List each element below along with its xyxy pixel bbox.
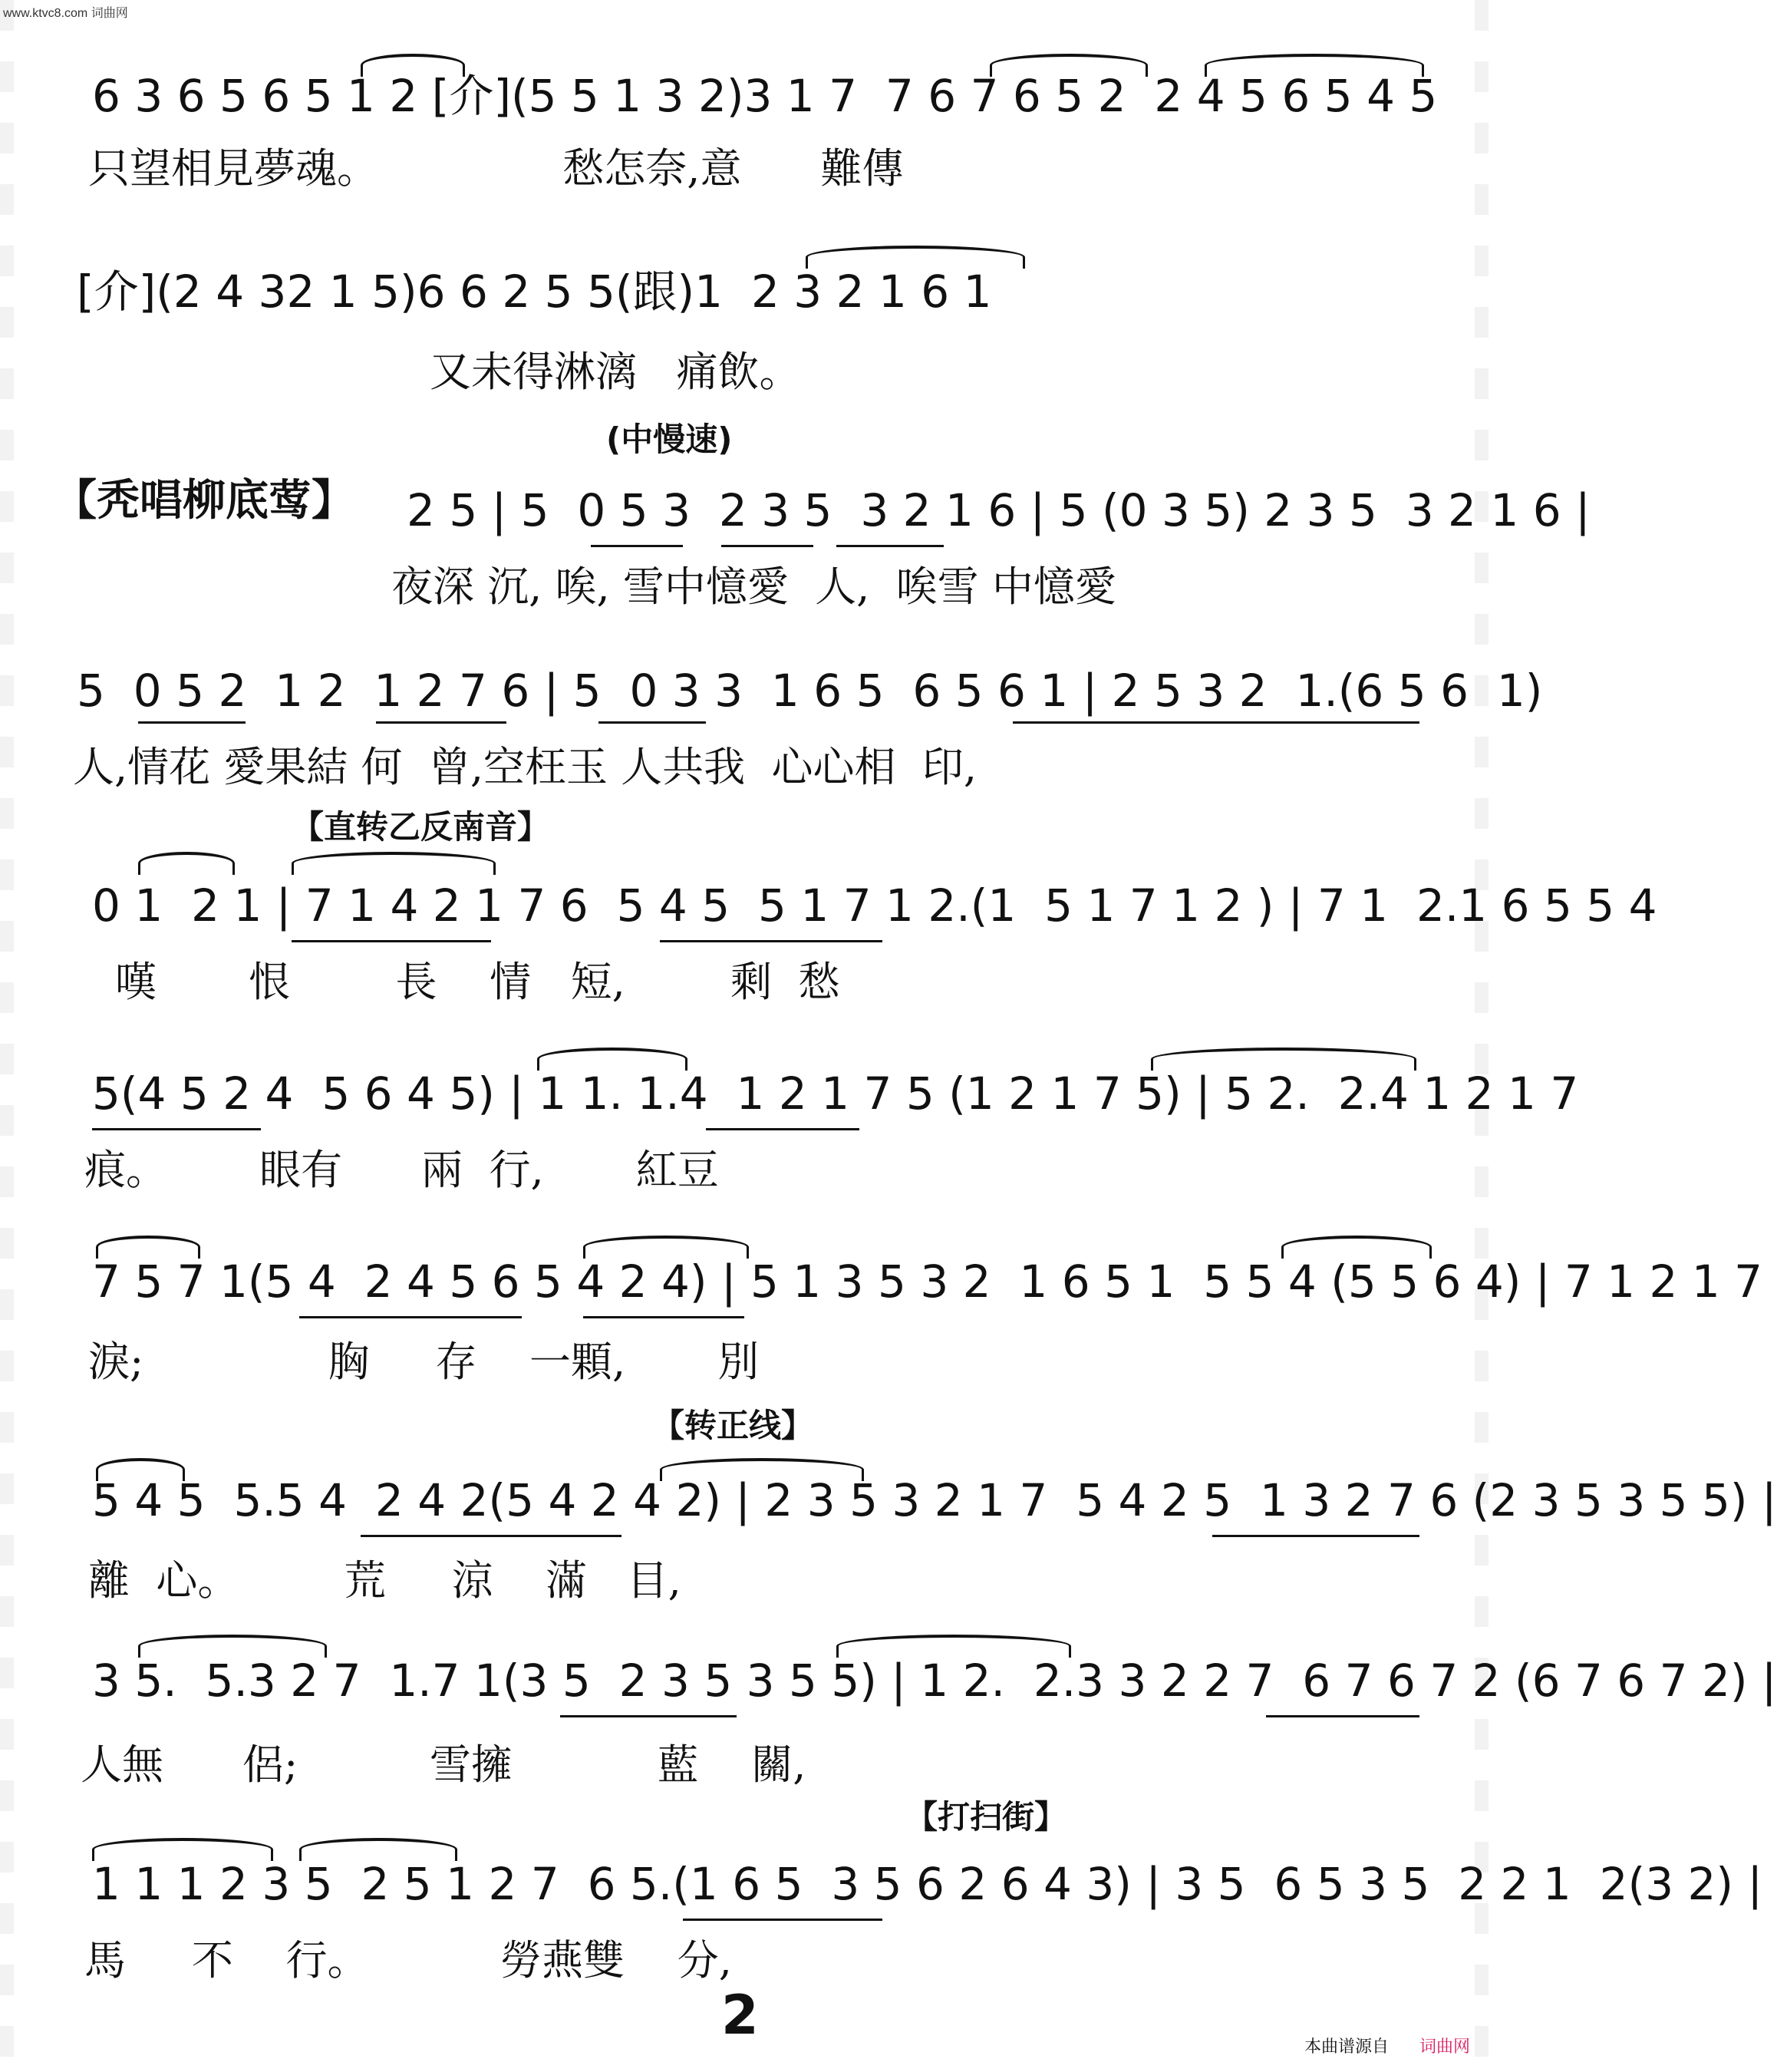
notation-line: 3 5. 5.3 2 7 1.7 1(3 5 2 3 5 3 5 5) | 1 2. 2.3 3 2 2 7 6 7 6 7 2 (6 7 6 7 2) |: [92, 1655, 1777, 1707]
beat-underline: [292, 940, 491, 942]
lyrics-line: 離 心。 荒 涼 滿 目,: [88, 1556, 681, 1605]
tempo-mark: (中慢速): [606, 421, 733, 458]
beat-underline: [376, 721, 506, 724]
notation-line: 5 0 5 2 1 2 1 2 7 6 | 5 0 3 3 1 6 5 6 5 6 1 | 2 5 3 2 1.(6 5 6 1): [77, 665, 1543, 717]
lyrics-line: 痕。 眼有 兩 行, 紅豆: [84, 1146, 719, 1194]
beat-underline: [138, 721, 246, 724]
lyrics-line: 人,情花 愛果結 何 曾,空枉玉 人共我 心心相 印,: [73, 743, 977, 791]
section-change-mark: 【打扫街】: [905, 1798, 1067, 1836]
lyrics-line: 夜深 沉, 唉, 雪中憶愛 人, 唉雪 中憶愛: [391, 563, 1116, 611]
source-site-link[interactable]: 词曲网: [1419, 2037, 1471, 2056]
beat-underline: [598, 721, 706, 724]
right-border-strip: [1475, 0, 1489, 2072]
lyrics-line: 嘆 恨 長 情 短, 剩 愁: [115, 958, 840, 1006]
section-title: 【秃唱柳底莺】: [54, 476, 354, 526]
lyrics-line: 馬 不 行。 勞燕雙 分,: [84, 1936, 732, 1985]
beat-underline: [683, 1919, 882, 1921]
slur: [292, 852, 496, 875]
lyrics-line: 又未得淋漓 痛飲。: [430, 348, 801, 396]
left-border-strip: [0, 0, 14, 2072]
page-number: 2: [721, 1984, 759, 2047]
beat-underline: [583, 1316, 744, 1318]
slur: [138, 852, 235, 875]
beat-underline: [660, 940, 882, 942]
beat-underline: [721, 545, 813, 547]
beat-underline: [706, 1128, 859, 1130]
notation-line: 5(4 5 2 4 5 6 4 5) | 1 1. 1.4 1 2 1 7 5 (1 2 1 7 5) | 5 2. 2.4 1 2 1 7: [92, 1067, 1579, 1120]
mode-change-mark: 【直转乙反南音】: [292, 808, 550, 846]
source-credit: [1304, 2034, 1470, 2057]
beat-underline: [299, 1316, 522, 1318]
lyrics-line: 淚; 胸 存 一顆, 別: [88, 1338, 760, 1386]
beat-underline: [560, 1715, 737, 1717]
beat-underline: [92, 1128, 261, 1130]
notation-line: 0 1 2 1 | 7 1 4 2 1 7 6 5 4 5 5 1 7 1 2.(1 5 1 7 1 2 ) | 7 1 2.1 6 5 5 4: [92, 879, 1657, 932]
beat-underline: [1013, 721, 1419, 724]
lyrics-line: 人無 侶; 雪擁 藍 關,: [81, 1740, 806, 1789]
beat-underline: [361, 1535, 621, 1537]
notation-line: 2 5 | 5 0 5 3 2 3 5 3 2 1 6 | 5 (0 3 5) 2 3 5 3 2 1 6 |: [407, 484, 1591, 536]
notation-line: 1 1 1 2 3 5 2 5 1 2 7 6 5.(1 6 5 3 5 6 2 6 4 3) | 3 5 6 5 3 5 2 2 1 2(3 2) |: [92, 1858, 1763, 1910]
mode-change-mark: 【转正线】: [652, 1407, 814, 1444]
beat-underline: [1266, 1715, 1419, 1717]
source-note: 本曲谱源自: [1304, 2037, 1390, 2056]
beat-underline: [1212, 1535, 1419, 1537]
watermark: www.ktvc8.com 词曲网: [3, 7, 128, 20]
notation-line: 7 5 7 1(5 4 2 4 5 6 5 4 2 4) | 5 1 3 5 3 2 1 6 5 1 5 5 4 (5 5 6 4) | 7 1 2 1 7: [92, 1255, 1763, 1308]
lyrics-line: 只望相見夢魂。 愁怎奈,意 難傳: [88, 144, 904, 193]
beat-underline: [591, 545, 683, 547]
notation-line: 5 4 5 5.5 4 2 4 2(5 4 2 4 2) | 2 3 5 3 2 1 7 5 4 2 5 1 3 2 7 6 (2 3 5 3 5 5) |: [92, 1474, 1777, 1526]
notation-line: [介](2 4 32 1 5)6 6 2 5 5(跟)1 2 3 2 1 6 1: [77, 266, 992, 318]
notation-line: 6 3 6 5 6 5 1 2 [介](5 5 1 3 2)3 1 7 7 6 7 6 5 2 2 4 5 6 5 4 5: [92, 70, 1438, 122]
beat-underline: [836, 545, 944, 547]
